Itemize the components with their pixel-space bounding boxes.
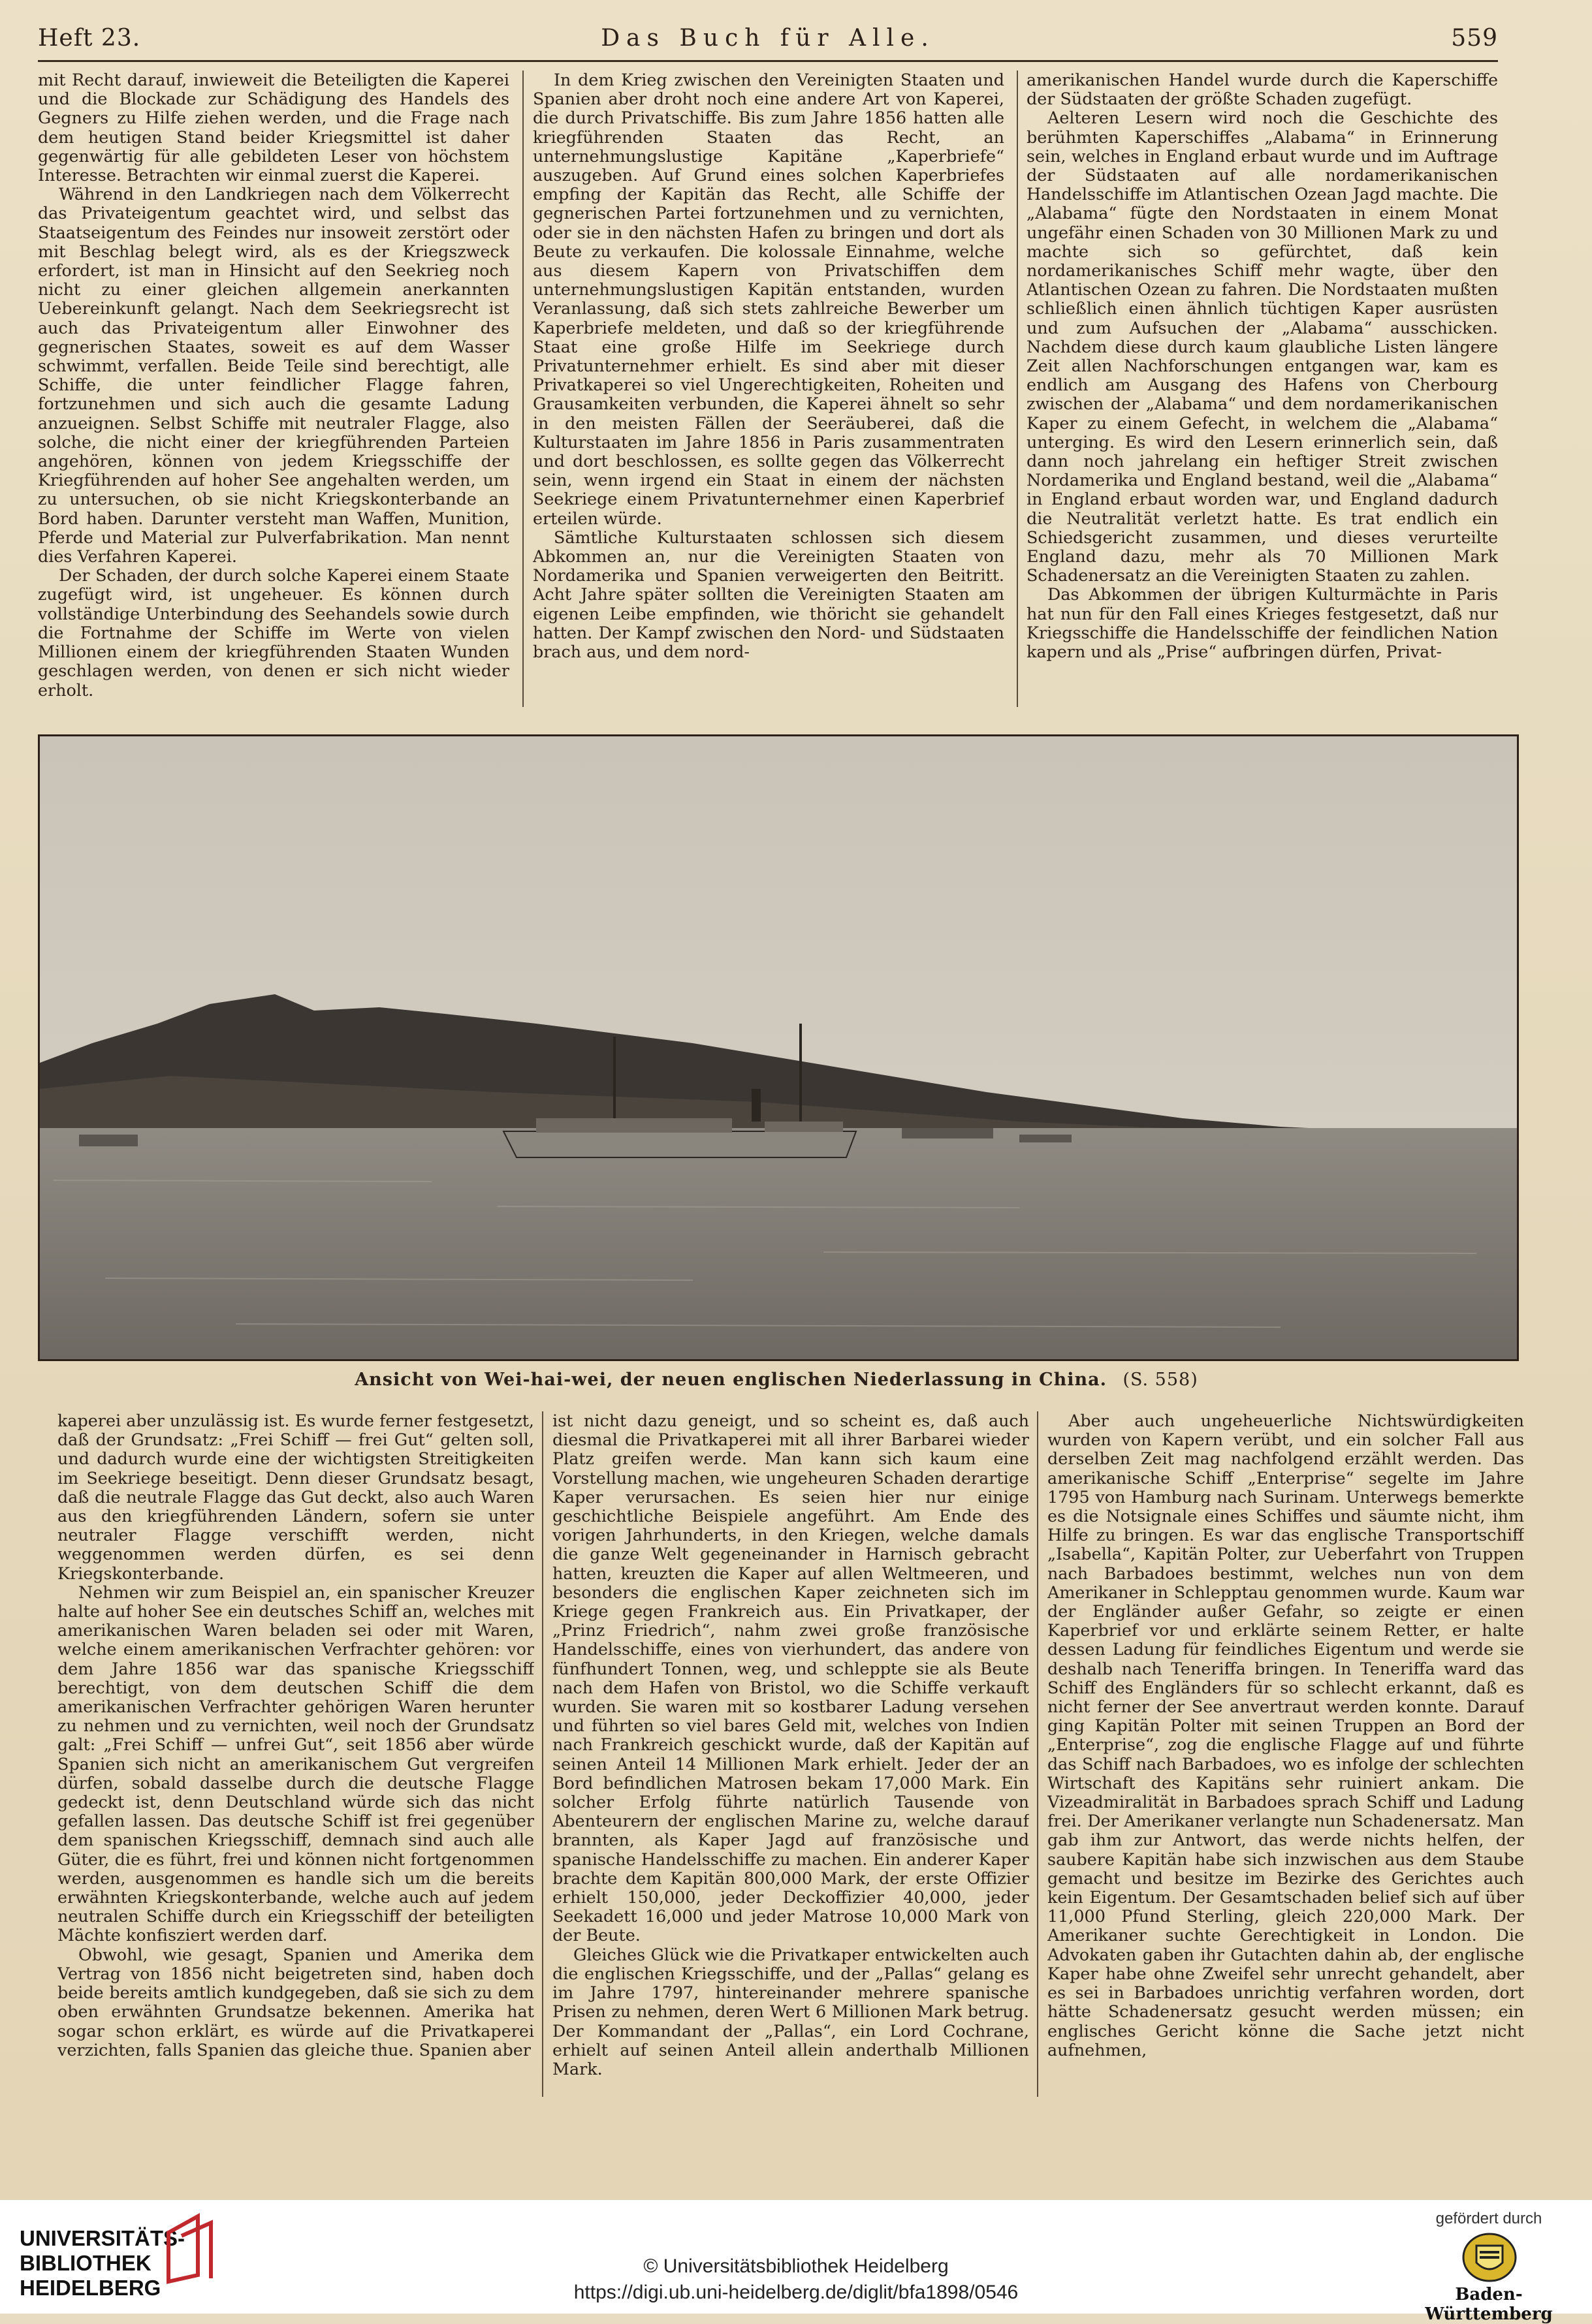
paragraph: kaperei aber unzulässig ist. Es wurde ferner festgesetzt, daß der Grundsatz: „Frei Schiff — frei Gut“ gelten soll, und dadurch wurde eine der wichtigsten Streitigkeiten im Seekriege beseitigt. Denn dieser Grundsatz besagt, daß die neutrale Flagge das Gut deckt, also auch Waren aus den kriegführenden Ländern, sofern sie unter neutraler Flagge verschifft werden, nicht weggenommen werden dürfen, es sei denn Kriegskonterbande.: [57, 1411, 534, 1583]
paragraph: In dem Krieg zwischen den Vereinigten Staaten und Spanien aber droht noch eine andere Art von Kaperei, die durch Privatschiffe. Bis zum Jahre 1856 hatten alle kriegführenden Staaten das Recht, an unternehmungslustige Kapitäne „Kaperbriefe“ auszugeben. Auf Grund eines solchen Kaperbriefes empfing der Kapitän das Recht, alle Schiffe der gegnerischen Partei fortzunehmen und zu vernichten, oder sie in den nächsten Hafen zu bringen und dort als Beute zu verkaufen. Die kolossale Einnahme, welche aus diesem Kapern von Privatschiffen dem unternehmungslustigen Kapitän entstanden, wurden Veranlassung, daß sich stets zahlreiche Bewerber um Kaperbriefe meldeten, und daß so der kriegführende Staat eine große Hilfe im Seekriege durch Privatunternehmer erhielt. Es sind aber mit dieser Privatkaperei so viel Ungerechtigkeiten, Roheiten und Grausamkeiten verbunden, die Kaperei ähnelt so sehr in den meisten Fällen der Seeräuberei, daß die Kulturstaaten im Jahre 1856 in Paris zusammentraten und dort beschlossen, es sollte gegen das Völkerrecht sein, wenn irgend ein Staat in einem der nächsten Seekriege einem Privatunternehmer einen Kaperbrief erteilen würde.: [533, 71, 1004, 528]
paragraph: Der Schaden, der durch solche Kaperei einem Staate zugefügt wird, ist ungeheuer. Es können durch vollständige Unterbindung des Seehandels sowie durch die Fortnahme der Schiffe im Werte von vielen Millionen einem der kriegführenden Staaten Wunden geschlagen werden, von denen er sich nicht wieder erholt.: [38, 565, 509, 700]
paragraph: Während in den Landkriegen nach dem Völkerrecht das Privateigentum geachtet wird, und selbst das Staatseigentum des Feindes nur insoweit zerstört oder mit Beschlag belegt wird, als es der Kriegszweck erfordert, ist man in Hinsicht auf den Seekrieg noch nicht zu einer gleichen allgemein anerkannten Uebereinkunft gelangt. Nach dem Seekriegsrecht ist auch das Privateigentum aller Einwohner des gegnerischen Staates, soweit es auf dem Wasser schwimmt, verfallen. Beide Teile sind berechtigt, alle Schiffe, die unter feindlicher Flagge fahren, fortzunehmen und sich auch die gesamte Ladung anzueignen. Selbst Schiffe mit neutraler Flagge, also solche, die nicht einer der kriegführenden Parteien angehören, können von jedem Kriegsschiffe der Kriegführenden auf hoher See angehalten werden, um zu untersuchen, ob sie nicht Kriegskonterbande an Bord haben. Darunter versteht man Waffen, Munition, Pferde und Material zur Pulverfabrikation. Man nennt dies Verfahren Kaperei.: [38, 184, 509, 567]
column-divider: [522, 71, 524, 707]
sponsor-label: gefördert durch: [1435, 2210, 1542, 2227]
sponsor-name[interactable]: Baden-Württemberg: [1425, 2285, 1553, 2324]
column-divider: [1037, 1411, 1038, 2097]
paragraph: Nehmen wir zum Beispiel an, ein spanischer Kreuzer halte auf hoher See ein deutsches Schiff an, welches mit amerikanischen Waren beladen sei oder mit Waren, welche einem amerikanischen Verfrachter gehören: vor dem Jahre 1856 war das spanische Kriegsschiff berechtigt, von dem deutschen Schiff die dem amerikanischen Verfrachter gehörigen Waren herunter zu nehmen und zu vernichten, weil noch der Grundsatz galt: „Frei Schiff — unfrei Gut“, seit 1856 aber würde Spanien sich nicht an amerikanischem Gut vergreifen dürfen, sobald dasselbe durch die deutsche Flagge gedeckt ist, denn Deutschland würde sich das nicht gefallen lassen. Das deutsche Schiff ist frei gegenüber dem spanischen Kriegsschiff, demnach sind auch alle Güter, die es führt, frei und können nicht fortgenommen werden, ausgenommen es handle sich um die bereits erwähnten Kriegskonterbande, welche auch auf jedem neutralen Schiffe durch ein Kriegsschiff der beteiligten Mächte konfisziert werden darf.: [57, 1582, 534, 1945]
header-rule: [38, 60, 1498, 62]
bottom-column-2: [552, 1411, 1029, 2188]
caption-text: Ansicht von Wei-hai-wei, der neuen englischen Niederlassung in China.: [355, 1370, 1107, 1390]
issue-number: Heft 23.: [38, 25, 141, 52]
copyright-notice: © Universitätsbibliothek Heidelberg: [643, 2255, 949, 2277]
page-number: 559: [1451, 25, 1498, 52]
paragraph: Gleiches Glück wie die Privatkaper entwickelten auch die englischen Kriegsschiffe, und der „Pallas“ gelang es im Jahre 1797, hintereinander mehrere spanische Prisen zu nehmen, deren Wert 6 Millionen Mark betrug. Der Kommandant der „Pallas“, ein Lord Cochrane, erhielt auf seinen Anteil allein anderthalb Millionen Mark.: [552, 1944, 1029, 2079]
paragraph: Aber auch ungeheuerliche Nichtswürdigkeiten wurden von Kapern verübt, und ein solcher Fall aus derselben Zeit mag nachfolgend erzählt werden. Das amerikanische Schiff „Enterprise“ segelte im Jahre 1795 von Hamburg nach Surinam. Unterwegs bemerkte es die Notsignale eines Schiffes und säumte nicht, ihm Hilfe zu bringen. Es war das englische Transportschiff „Isabella“, Kapitän Polter, zur Ueberfahrt von Truppen nach Barbadoes bestimmt, welches nun von dem Amerikaner in Schlepptau genommen wurde. Kaum war der Engländer außer Gefahr, so zeigte er einen Kaperbrief vor und erklärte seinem Retter, er halte dessen Ladung für feindliches Eigentum und werde sie deshalb nach Teneriffa bringen. In Teneriffa ward das Schiff des Engländers für so schlecht erkannt, daß es nicht ferner der See anvertraut werden konnte. Darauf ging Kapitän Polter mit seinen Truppen an Bord der „Enterprise“, zog die englische Flagge auf und führte das Schiff nach Barbadoes, wo es infolge der schlechten Wirtschaft des Kapitäns sehr ruiniert ankam. Die Vizeadmiralität in Barbadoes sprach Schiff und Ladung frei. Der Amerikaner verlangte nun Schadenersatz. Man gab ihm zur Antwort, das werde nichts helfen, der saubere Kapitän habe sich inzwischen aus dem Staube gemacht und besitze im Bezirke des Gerichtes auch kein Eigentum. Der Gesamtschaden belief sich auf über 11,000 Pfund Sterling, gleich 220,000 Mark. Der Amerikaner suchte Gerechtigkeit in London. Die Advokaten gaben ihr Gutachten dahin ab, der englische Kaper habe ohne Zweifel sehr unrecht gehandelt, aber es sei in Barbadoes unrichtig verfahren worden, dort hätte Schadenersatz gesucht werden müssen; ein englisches Gericht könne die Sache jetzt nicht aufnehmen,: [1047, 1411, 1524, 2060]
paragraph: amerikanischen Handel wurde durch die Kaperschiffe der Südstaaten der größte Schaden zugefügt.: [1027, 71, 1498, 109]
paragraph: ist nicht dazu geneigt, und so scheint es, daß auch diesmal die Privatkaperei mit all ihrer Barbarei wieder Platz greifen werde. Man kann sich kaum eine Vorstellung machen, wie ungeheuren Schaden derartige Kaper verursachen. Es seien hier nur einige geschichtliche Beispiele angeführt. Am Ende des vorigen Jahrhunderts, in den Kriegen, welche damals die ganze Welt gegeneinander in Harnisch gebracht hatten, kreuzten die Kaper auf allen Weltmeeren, und besonders die englischen Kaper zeichneten sich im Kriege gegen Frankreich aus. Ein Privatkaper, der „Prinz Friedrich“, nahm zwei große französische Handelsschiffe, eines von vierhundert, das andere von fünfhundert Tonnen, weg, und schleppte sie als Beute nach dem Hafen von Bristol, wo die Schiffe verkauft wurden. Sie waren mit so kostbarer Ladung versehen und führten so viel bares Geld mit, welches von Indien nach Frankreich geschickt wurde, daß der Kapitän auf seinen Anteil 14 Millionen Mark erhielt. Jeder der an Bord befindlichen Matrosen bekam 17,000 Mark. Ein solcher Erfolg führte natürlich Tausende von Abenteurern der englischen Marine zu, welche darauf brannten, als Kaper Jagd auf französische und spanische Handelsschiffe zu machen. Ein anderer Kaper brachte dem Kapitän 800,000 Mark, der erste Offizier erhielt 150,000, jeder Deckoffizier 40,000, jeder Seekadett 16,000 und jeder Matrose 10,000 Mark von der Beute.: [552, 1411, 1029, 1945]
paragraph: Das Abkommen der übrigen Kulturmächte in Paris hat nun für den Fall eines Krieges festgesetzt, daß nur Kriegsschiffe die Handelsschiffe der feindlichen Nation kapern und als „Prise“ aufbringen dürfen, Privat-: [1027, 584, 1498, 662]
paragraph: mit Recht darauf, inwieweit die Beteiligten die Kaperei und die Blockade zur Schädigung des Handels des Gegners zu Hilfe ziehen werden, und die Frage nach dem heutigen Stand beider Kriegsmittel ist daher gegenwärtig für alle gebildeten Leser von höchstem Interesse. Betrachten wir einmal zuerst die Kaperei.: [38, 71, 509, 185]
column-divider: [542, 1411, 543, 2097]
bottom-column-1: [57, 1411, 534, 2188]
column-divider: [1017, 71, 1018, 707]
top-column-3: [1027, 71, 1498, 714]
library-logo-text[interactable]: UNIVERSITÄTS- BIBLIOTHEK HEIDELBERG: [20, 2226, 185, 2300]
paragraph: Aelteren Lesern wird noch die Geschichte des berühmten Kaperschiffes „Alabama“ in Erinnerung sein, welches in England erbaut wurde und im Auftrage der Südstaaten auf alle nordamerikanischen Handelsschiffe im Atlantischen Ozean Jagd machte. Die „Alabama“ fügte den Nordstaaten in einem Monat ungefähr einen Schaden von 30 Millionen Mark zu und machte sich so gefürchtet, daß kein nordamerikanisches Schiff mehr wagte, über den Atlantischen Ozean zu fahren. Die Nordstaaten mußten schließlich einen ähnlich tüchtigen Kaper ausrüsten und zum Aufsuchen der „Alabama“ ausschicken. Nachdem diese durch kaum glaubliche Listen längere Zeit allen Nachforschungen entgangen war, kam es endlich am Ausgang des Hafens von Cherbourg zwischen der „Alabama“ und dem nordamerikanischen Kaper zu einem Gefecht, in welchem die „Alabama“ unterging. Es wird den Lesern erinnerlich sein, daß dann noch jahrelang ein heftiger Streit zwischen Nordamerika und England bestand, weil die „Alabama“ in England erbaut worden war, und England dadurch die Neutralität verletzt hatte. Es trat endlich ein Schiedsgericht zusammen, und dieses verurteilte England dazu, mehr als 70 Millionen Mark Schadenersatz an die Vereinigten Staaten zu zahlen.: [1027, 108, 1498, 586]
baden-wuerttemberg-coat-of-arms-icon: [1460, 2231, 1519, 2284]
caption-page-ref: (S. 558): [1122, 1370, 1198, 1390]
top-column-1: [38, 71, 509, 714]
wei-hai-wei-harbor-illustration: [40, 736, 1517, 1359]
harbor-photograph: [38, 734, 1519, 1361]
publication-title: Das Buch für Alle.: [601, 25, 935, 52]
top-column-2: [533, 71, 1004, 714]
permalink-url[interactable]: https://digi.ub.uni-heidelberg.de/diglit/bfa1898/0546: [573, 2282, 1019, 2303]
photo-caption: [38, 1370, 1515, 1390]
paragraph: Sämtliche Kulturstaaten schlossen sich diesem Abkommen an, nur die Vereinigten Staaten von Nordamerika und Spanien verweigerten den Beitritt. Acht Jahre später sollten die Vereinigten Staaten am eigenen Leibe empfinden, wie thöricht sie gehandelt hatten. Der Kampf zwischen den Nord- und Südstaaten brach aus, und dem nord-: [533, 527, 1004, 662]
bottom-column-3: [1047, 1411, 1524, 2188]
paragraph: Obwohl, wie gesagt, Spanien und Amerika dem Vertrag von 1856 nicht beigetreten sind, haben doch beide bereits amtlich kundgegeben, daß sie sich zu dem oben erwähnten Grundsatze bekennen. Amerika hat sogar schon erklärt, es würde auf die Privatkaperei verzichten, falls Spanien das gleiche thue. Spanien aber: [57, 1944, 534, 2060]
page-header: [38, 25, 1498, 64]
